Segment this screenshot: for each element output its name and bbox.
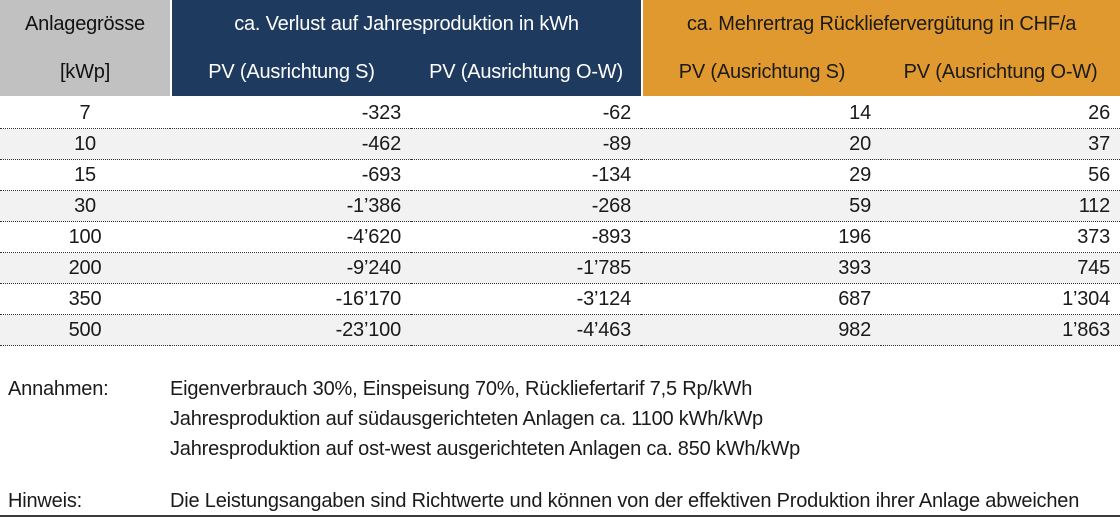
cell-verlust-ow: -4’463 bbox=[411, 315, 641, 346]
annahmen-line: Jahresproduktion auf ost-west ausgerichteten Anlagen ca. 850 kWh/kWp bbox=[170, 438, 801, 460]
table-row bbox=[0, 315, 1120, 346]
cell-verlust-s: -323 bbox=[170, 98, 411, 129]
table-row bbox=[0, 222, 1120, 253]
cell-mehrertrag-ow: 373 bbox=[881, 222, 1120, 253]
cell-mehrertrag-ow: 1’304 bbox=[881, 284, 1120, 315]
cell-verlust-ow: -134 bbox=[411, 160, 641, 191]
cell-mehrertrag-ow: 37 bbox=[881, 129, 1120, 160]
subheader-verlust-s: PV (Ausrichtung S) bbox=[170, 49, 411, 98]
cell-mehrertrag-ow: 1’863 bbox=[881, 315, 1120, 346]
cell-mehrertrag-s: 29 bbox=[641, 160, 881, 191]
hinweis-row bbox=[0, 486, 1120, 516]
header-anlagegroesse bbox=[0, 0, 170, 98]
annahmen-label: Annahmen: bbox=[8, 378, 109, 400]
cell-kwp: 10 bbox=[0, 129, 170, 160]
bottom-rule bbox=[0, 515, 1120, 517]
table-row bbox=[0, 98, 1120, 129]
cell-kwp: 100 bbox=[0, 222, 170, 253]
annahmen-lines bbox=[170, 374, 800, 464]
cell-verlust-s: -4’620 bbox=[170, 222, 411, 253]
header-verlust-group: ca. Verlust auf Jahresproduktion in kWh bbox=[170, 0, 641, 49]
table-body bbox=[0, 98, 1120, 346]
header-anlagegroesse-line1: Anlagegrösse bbox=[25, 13, 145, 35]
cell-verlust-ow: -89 bbox=[411, 129, 641, 160]
header-mehrertrag-group: ca. Mehrertrag Rückliefervergütung in CHF/a bbox=[641, 0, 1120, 49]
cell-mehrertrag-s: 393 bbox=[641, 253, 881, 284]
notes-section bbox=[0, 374, 1120, 516]
hinweis-text: Die Leistungsangaben sind Richtwerte und können von der effektiven Produktion ihrer Anlage abweichen bbox=[170, 490, 1080, 512]
cell-mehrertrag-s: 59 bbox=[641, 191, 881, 222]
cell-kwp: 7 bbox=[0, 98, 170, 129]
cell-verlust-s: -1’386 bbox=[170, 191, 411, 222]
table-row bbox=[0, 253, 1120, 284]
table-row bbox=[0, 129, 1120, 160]
table-row bbox=[0, 191, 1120, 222]
cell-mehrertrag-s: 687 bbox=[641, 284, 881, 315]
cell-mehrertrag-s: 982 bbox=[641, 315, 881, 346]
table-header bbox=[0, 0, 1120, 98]
subheader-verlust-ow: PV (Ausrichtung O-W) bbox=[411, 49, 641, 98]
cell-mehrertrag-s: 196 bbox=[641, 222, 881, 253]
cell-mehrertrag-s: 14 bbox=[641, 98, 881, 129]
annahmen-row bbox=[0, 374, 1120, 464]
table-row bbox=[0, 160, 1120, 191]
cell-verlust-s: -693 bbox=[170, 160, 411, 191]
cell-verlust-ow: -3’124 bbox=[411, 284, 641, 315]
cell-mehrertrag-s: 20 bbox=[641, 129, 881, 160]
cell-mehrertrag-ow: 56 bbox=[881, 160, 1120, 191]
cell-kwp: 15 bbox=[0, 160, 170, 191]
cell-verlust-s: -23’100 bbox=[170, 315, 411, 346]
annahmen-line: Eigenverbrauch 30%, Einspeisung 70%, Rückliefertarif 7,5 Rp/kWh bbox=[170, 378, 753, 400]
cell-mehrertrag-ow: 112 bbox=[881, 191, 1120, 222]
hinweis-label: Hinweis: bbox=[8, 490, 82, 512]
cell-verlust-ow: -893 bbox=[411, 222, 641, 253]
annahmen-line: Jahresproduktion auf südausgerichteten Anlagen ca. 1100 kWh/kWp bbox=[170, 408, 763, 430]
cell-verlust-ow: -268 bbox=[411, 191, 641, 222]
cell-kwp: 350 bbox=[0, 284, 170, 315]
cell-mehrertrag-ow: 745 bbox=[881, 253, 1120, 284]
cell-kwp: 200 bbox=[0, 253, 170, 284]
table-row bbox=[0, 284, 1120, 315]
cell-verlust-ow: -1’785 bbox=[411, 253, 641, 284]
subheader-mehrertrag-s: PV (Ausrichtung S) bbox=[641, 49, 881, 98]
header-anlagegroesse-line2: [kWp] bbox=[59, 61, 111, 83]
cell-verlust-s: -9’240 bbox=[170, 253, 411, 284]
cell-verlust-s: -16’170 bbox=[170, 284, 411, 315]
cell-kwp: 30 bbox=[0, 191, 170, 222]
cell-mehrertrag-ow: 26 bbox=[881, 98, 1120, 129]
cell-verlust-ow: -62 bbox=[411, 98, 641, 129]
cell-kwp: 500 bbox=[0, 315, 170, 346]
cell-verlust-s: -462 bbox=[170, 129, 411, 160]
subheader-mehrertrag-ow: PV (Ausrichtung O-W) bbox=[881, 49, 1120, 98]
